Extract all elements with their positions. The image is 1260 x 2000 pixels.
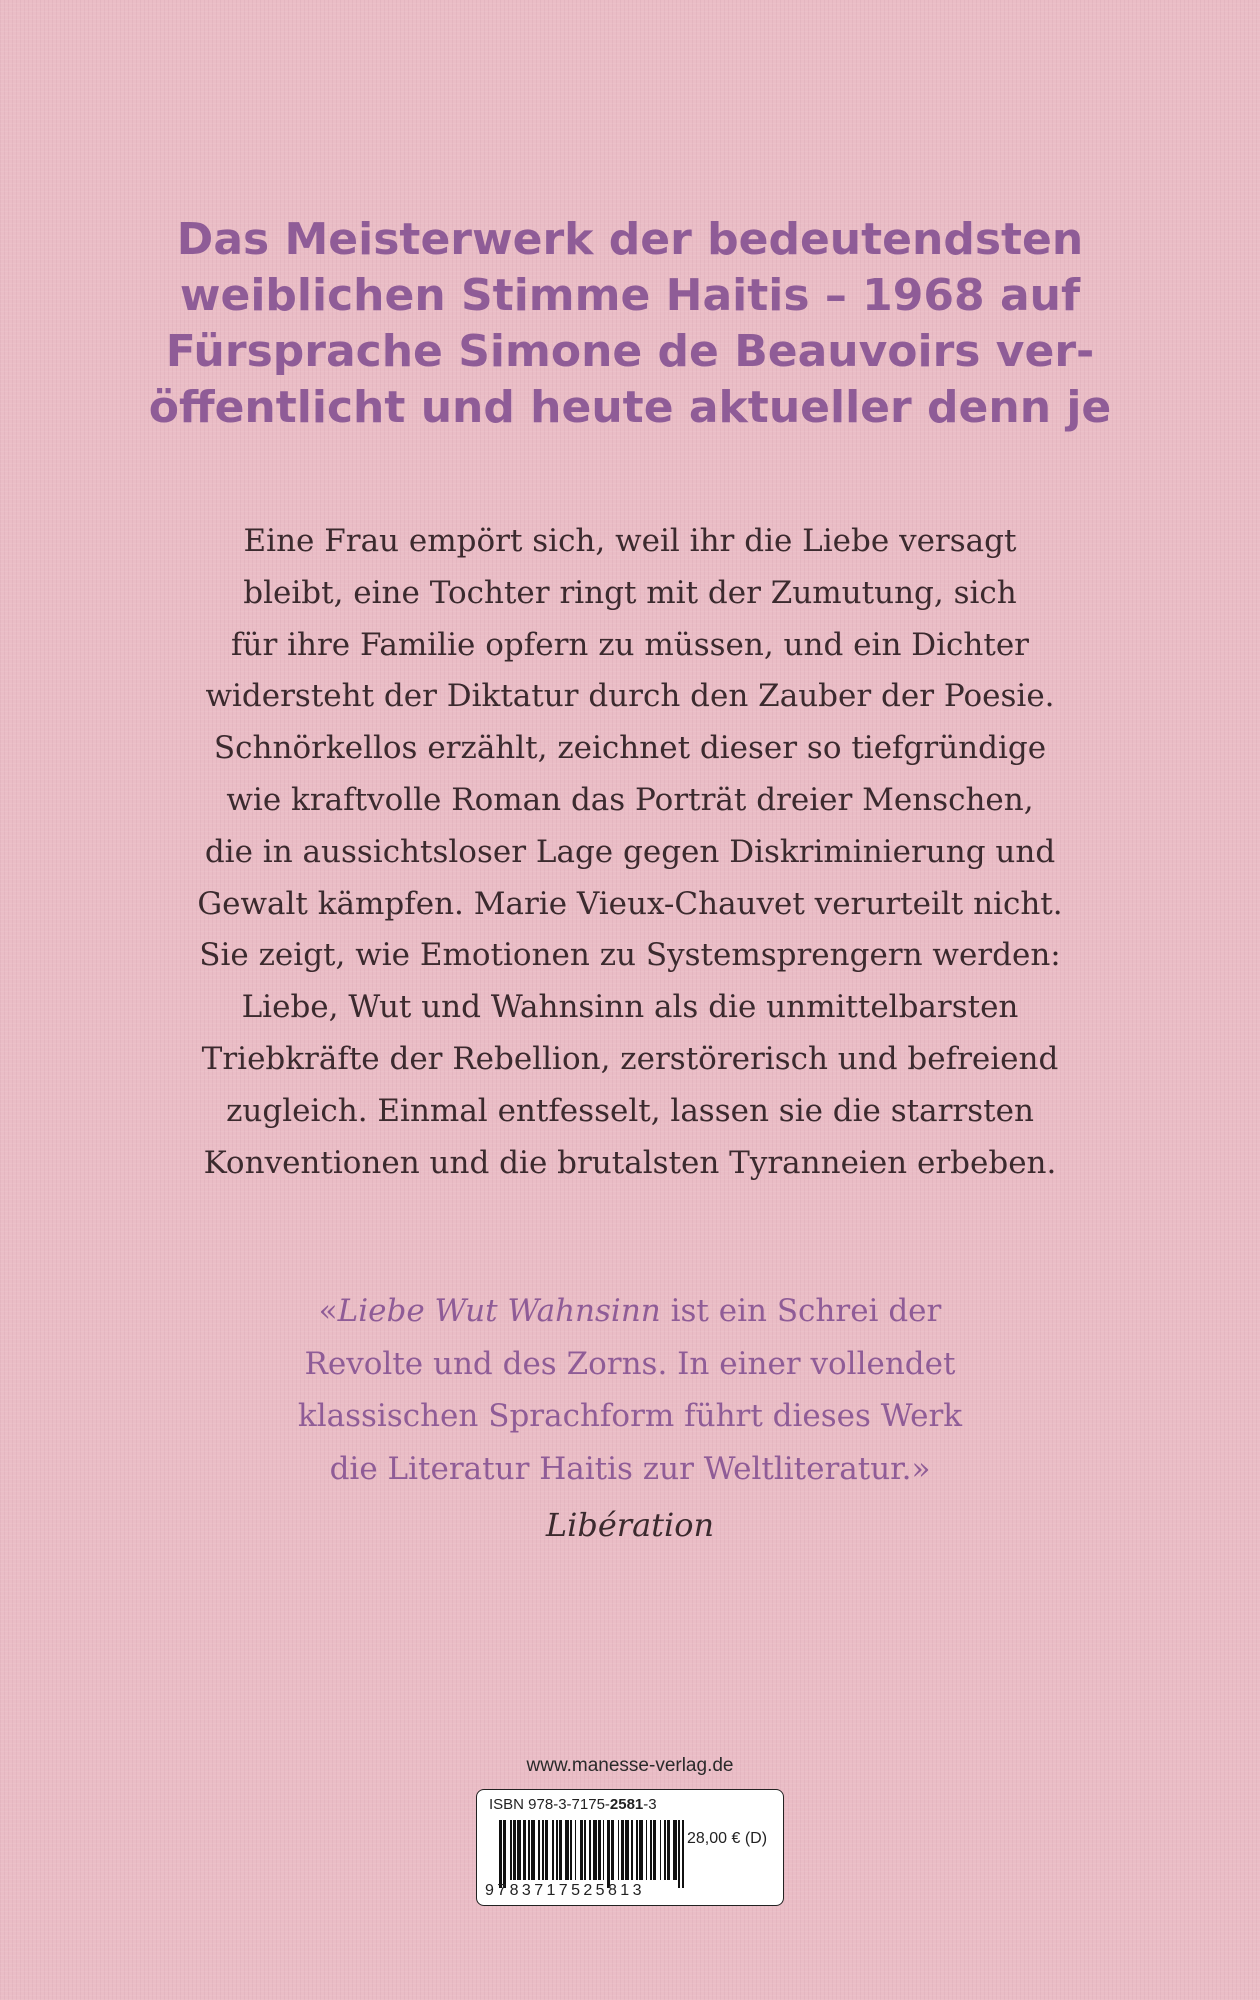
barcode-bar <box>636 1820 637 1880</box>
barcode-bar <box>611 1820 614 1880</box>
barcode-bar <box>499 1820 502 1888</box>
barcode-bar <box>523 1820 526 1880</box>
blurb-line: die in aussichtsloser Lage gegen Diskriminierung und <box>204 833 1056 870</box>
isbn-suffix: -3 <box>643 1796 657 1813</box>
blurb-text <box>90 516 1170 1189</box>
barcode-bar <box>603 1820 604 1880</box>
quote-open-mark: « <box>318 1293 338 1329</box>
barcode-bar <box>653 1820 656 1880</box>
barcode-bar <box>542 1820 543 1880</box>
barcode-bar <box>660 1820 661 1880</box>
barcode-bar <box>503 1820 506 1888</box>
barcode-bar <box>545 1820 548 1880</box>
barcode-bar <box>664 1820 665 1880</box>
isbn-number <box>489 1796 657 1813</box>
headline-line: Fürsprache Simone de Beauvoirs ver- <box>165 326 1095 377</box>
barcode-bar <box>589 1820 592 1880</box>
blurb-line: für ihre Familie opfern zu müssen, und ein Dichter <box>231 626 1029 663</box>
quote-line: klassischen Sprachform führt dieses Werk <box>297 1398 963 1434</box>
barcode-bar <box>517 1820 521 1880</box>
blurb-line: wie kraftvolle Roman das Porträt dreier Menschen, <box>226 781 1034 818</box>
barcode-bar <box>584 1820 585 1880</box>
barcode-bar <box>552 1820 553 1880</box>
blurb-line: Gewalt kämpfen. Marie Vieux-Chauvet verurteilt nicht. <box>197 885 1063 922</box>
barcode-bar <box>598 1820 601 1880</box>
barcode-bar <box>646 1820 647 1880</box>
barcode-bar <box>673 1820 677 1880</box>
blurb-line: Schnörkellos erzählt, zeichnet dieser so tiefgründige <box>213 730 1047 767</box>
barcode-bar <box>570 1820 571 1880</box>
barcode-bar <box>667 1820 670 1880</box>
barcode-bar <box>639 1820 643 1880</box>
barcode-bar <box>575 1820 576 1880</box>
barcode-bar <box>513 1820 516 1880</box>
publisher-website: www.manesse-verlag.de <box>526 1755 734 1776</box>
barcode-bar <box>618 1820 619 1880</box>
quote-line <box>90 1285 1170 1338</box>
barcode-bar <box>631 1820 634 1880</box>
quote-line-rest: ist ein Schrei der <box>660 1293 942 1329</box>
barcode-bar <box>565 1820 569 1880</box>
barcode-bar <box>678 1820 679 1888</box>
barcode-bar <box>593 1820 597 1880</box>
isbn-prefix: ISBN 978-3-7175- <box>489 1796 610 1813</box>
blurb-line: Sie zeigt, wie Emotionen zu Systemsprengern werden: <box>199 937 1061 974</box>
barcode-icon <box>499 1820 687 1880</box>
isbn-bold-part: 2581 <box>609 1796 644 1813</box>
barcode-box <box>476 1789 784 1906</box>
press-quote <box>90 1285 1170 1495</box>
blurb-line: widersteht der Diktatur durch den Zauber der Poesie. <box>205 678 1055 715</box>
quote-book-title: Liebe Wut Wahnsinn <box>337 1293 661 1329</box>
barcode-bar <box>580 1820 583 1880</box>
barcode-digits: 9783717525813 <box>485 1882 645 1899</box>
blurb-line: Liebe, Wut und Wahnsinn als die unmittelbarsten <box>241 989 1019 1026</box>
barcode-bar <box>556 1820 557 1880</box>
headline-line: öffentlicht und heute aktueller denn je <box>148 382 1112 433</box>
price-label: 28,00 € (D) <box>687 1830 768 1847</box>
blurb-line: Eine Frau empört sich, weil ihr die Liebe versagt <box>243 523 1017 559</box>
barcode-bar <box>607 1820 610 1888</box>
blurb-line: Triebkräfte der Rebellion, zerstörerisch und befreiend <box>201 1040 1059 1077</box>
quote-line: die Literatur Haitis zur Weltliteratur.» <box>329 1450 931 1487</box>
blurb-line: Konventionen und die brutalsten Tyranneien erbeben. <box>203 1144 1057 1181</box>
barcode-bar <box>682 1820 683 1888</box>
quote-line: Revolte und des Zorns. In einer vollendet <box>304 1345 956 1382</box>
barcode-bar <box>625 1820 629 1880</box>
barcode-bar <box>510 1820 511 1880</box>
barcode-bar <box>650 1820 651 1880</box>
headline <box>90 212 1170 436</box>
headline-line: Das Meisterwerk der bedeutendsten <box>176 214 1084 265</box>
barcode-bar <box>531 1820 535 1880</box>
blurb-line: zugleich. Einmal entfesselt, lassen sie die starrsten <box>226 1092 1034 1129</box>
barcode-bar <box>559 1820 562 1880</box>
barcode-bar <box>538 1820 539 1880</box>
barcode-bar <box>621 1820 624 1880</box>
blurb-line: bleibt, eine Tochter ringt mit der Zumutung, sich <box>243 574 1017 611</box>
barcode-bar <box>528 1820 529 1880</box>
quote-source: Libération <box>545 1506 715 1544</box>
headline-line: weiblichen Stimme Haitis – 1968 auf <box>179 270 1081 321</box>
